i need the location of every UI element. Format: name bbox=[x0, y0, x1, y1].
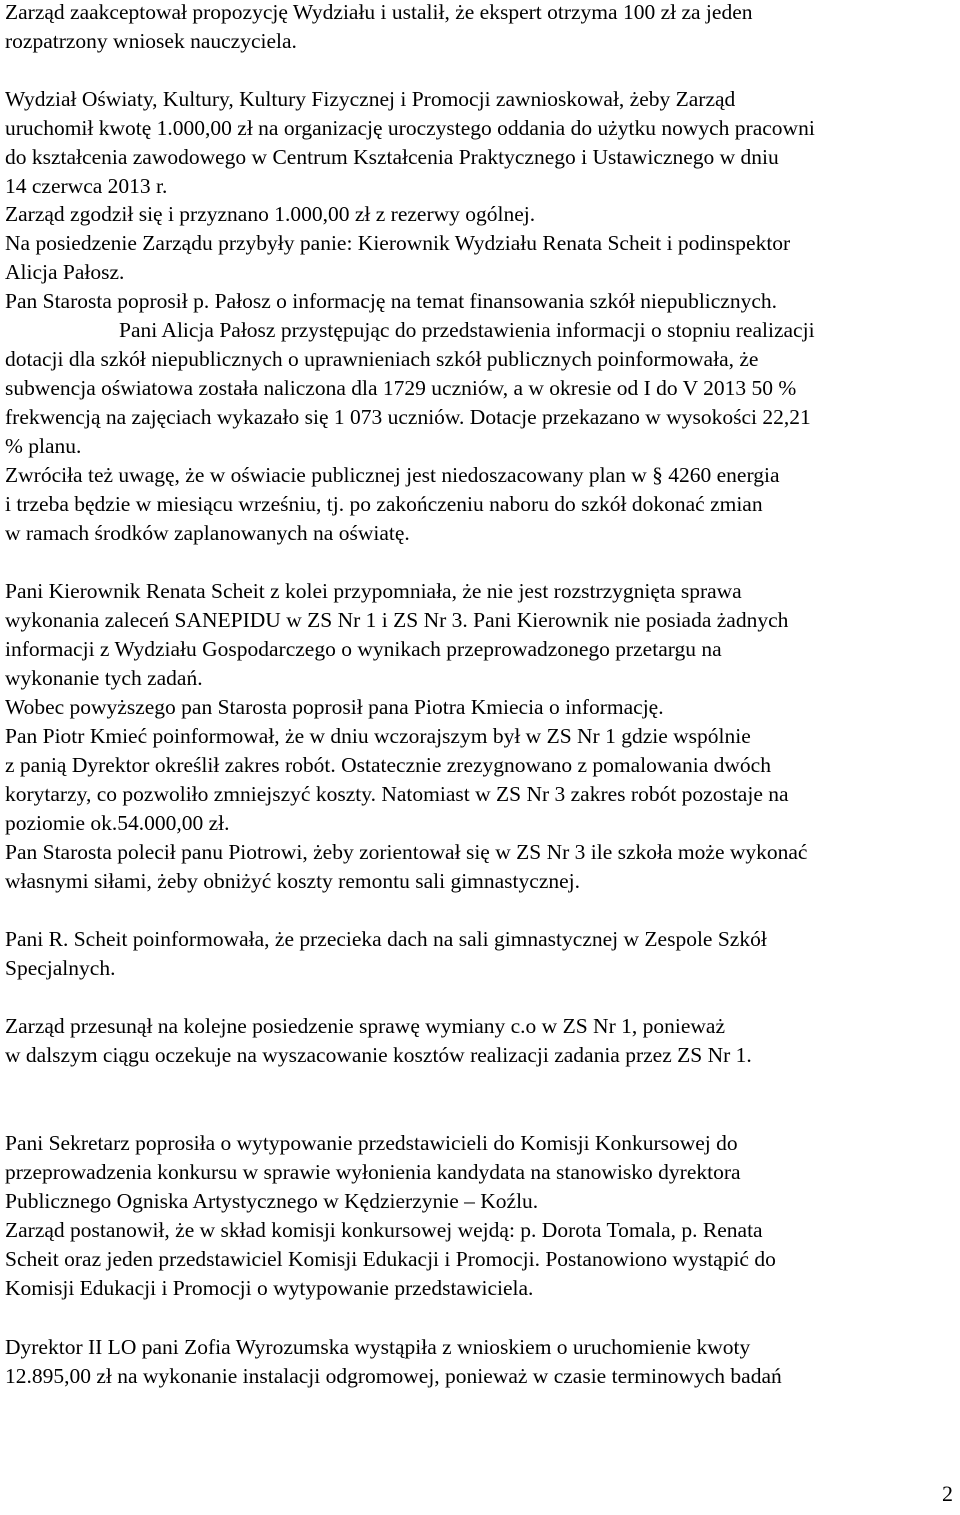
text-line: Wydział Oświaty, Kultury, Kultury Fizycznej i Promocji zawnioskował, żeby Zarząd bbox=[5, 87, 736, 111]
text-line: Pan Starosta polecił panu Piotrowi, żeby zorientował się w ZS Nr 3 ile szkoła może wykonać bbox=[5, 840, 808, 864]
text-line: subwencja oświatowa została naliczona dla 1729 uczniów, a w okresie od I do V 2013 50 % bbox=[5, 376, 797, 400]
text-line: Zarząd przesunął na kolejne posiedzenie sprawę wymiany c.o w ZS Nr 1, ponieważ bbox=[5, 1014, 725, 1038]
text-line: Pan Piotr Kmieć poinformował, że w dniu wczorajszym był w ZS Nr 1 gdzie wspólnie bbox=[5, 724, 751, 748]
text-line: Zarząd zaakceptował propozycję Wydziału i ustalił, że ekspert otrzyma 100 zł za jeden bbox=[5, 0, 753, 24]
text-line: i trzeba będzie w miesiącu wrześniu, tj. po zakończeniu naboru do szkół dokonać zmian bbox=[5, 492, 763, 516]
text-line: Komisji Edukacji i Promocji o wytypowanie przedstawiciela. bbox=[5, 1276, 534, 1300]
text-line: wykonanie tych zadań. bbox=[5, 666, 203, 690]
text-line: Scheit oraz jeden przedstawiciel Komisji Edukacji i Promocji. Postanowiono wystąpić do bbox=[5, 1247, 776, 1271]
text-line: Zwróciła też uwagę, że w oświacie publicznej jest niedoszacowany plan w § 4260 energia bbox=[5, 463, 780, 487]
text-line: Dyrektor II LO pani Zofia Wyrozumska wystąpiła z wnioskiem o uruchomienie kwoty bbox=[5, 1335, 751, 1359]
text-line: w dalszym ciągu oczekuje na wyszacowanie kosztów realizacji zadania przez ZS Nr 1. bbox=[5, 1043, 752, 1067]
text-line: Pani R. Scheit poinformowała, że przecieka dach na sali gimnastycznej w Zespole Szkół bbox=[5, 927, 767, 951]
text-line: Na posiedzenie Zarządu przybyły panie: Kierownik Wydziału Renata Scheit i podinspektor bbox=[5, 231, 791, 255]
text-line: dotacji dla szkół niepublicznych o uprawnieniach szkół publicznych poinformowała, że bbox=[5, 347, 759, 371]
text-line: 14 czerwca 2013 r. bbox=[5, 174, 168, 198]
text-line: rozpatrzony wniosek nauczyciela. bbox=[5, 29, 297, 53]
text-line: Pan Starosta poprosił p. Pałosz o informację na temat finansowania szkół niepublicznych. bbox=[5, 289, 778, 313]
text-line: 12.895,00 zł na wykonanie instalacji odgromowej, ponieważ w czasie terminowych badań bbox=[5, 1364, 782, 1388]
text-line: Publicznego Ogniska Artystycznego w Kędzierzynie – Koźlu. bbox=[5, 1189, 539, 1213]
text-line: wykonania zaleceń SANEPIDU w ZS Nr 1 i ZS Nr 3. Pani Kierownik nie posiada żadnych bbox=[5, 608, 789, 632]
text-line: poziomie ok.54.000,00 zł. bbox=[5, 811, 230, 835]
text-line: Pani Alicja Pałosz przystępując do przedstawienia informacji o stopniu realizacji bbox=[119, 318, 815, 342]
text-line: Alicja Pałosz. bbox=[5, 260, 125, 284]
text-line: przeprowadzenia konkursu w sprawie wyłonienia kandydata na stanowisko dyrektora bbox=[5, 1160, 741, 1184]
text-line: Specjalnych. bbox=[5, 956, 116, 980]
text-line: Zarząd zgodził się i przyznano 1.000,00 zł z rezerwy ogólnej. bbox=[5, 202, 536, 226]
text-line: Wobec powyższego pan Starosta poprosił pana Piotra Kmiecia o informację. bbox=[5, 695, 664, 719]
text-line: uruchomił kwotę 1.000,00 zł na organizację uroczystego oddania do użytku nowych pracowni bbox=[5, 116, 815, 140]
text-line: Zarząd postanowił, że w skład komisji konkursowej wejdą: p. Dorota Tomala, p. Renata bbox=[5, 1218, 763, 1242]
text-line: w ramach środków zaplanowanych na oświatę. bbox=[5, 521, 410, 545]
text-line: informacji z Wydziału Gospodarczego o wynikach przeprowadzonego przetargu na bbox=[5, 637, 722, 661]
text-line: korytarzy, co pozwoliło zmniejszyć koszty. Natomiast w ZS Nr 3 zakres robót pozostaje na bbox=[5, 782, 789, 806]
text-line: % planu. bbox=[5, 434, 82, 458]
text-line: do kształcenia zawodowego w Centrum Kształcenia Praktycznego i Ustawicznego w dniu bbox=[5, 145, 779, 169]
text-line: frekwencją na zajęciach wykazało się 1 073 uczniów. Dotacje przekazano w wysokości 22,21 bbox=[5, 405, 811, 429]
text-line: Pani Sekretarz poprosiła o wytypowanie przedstawicieli do Komisji Konkursowej do bbox=[5, 1131, 738, 1155]
text-line: Pani Kierownik Renata Scheit z kolei przypomniała, że nie jest rozstrzygnięta sprawa bbox=[5, 579, 742, 603]
text-line: z panią Dyrektor określił zakres robót. Ostatecznie zrezygnowano z pomalowania dwóch bbox=[5, 753, 771, 777]
page-number: 2 bbox=[942, 1481, 953, 1506]
text-line: własnymi siłami, żeby obniżyć koszty remontu sali gimnastycznej. bbox=[5, 869, 580, 893]
